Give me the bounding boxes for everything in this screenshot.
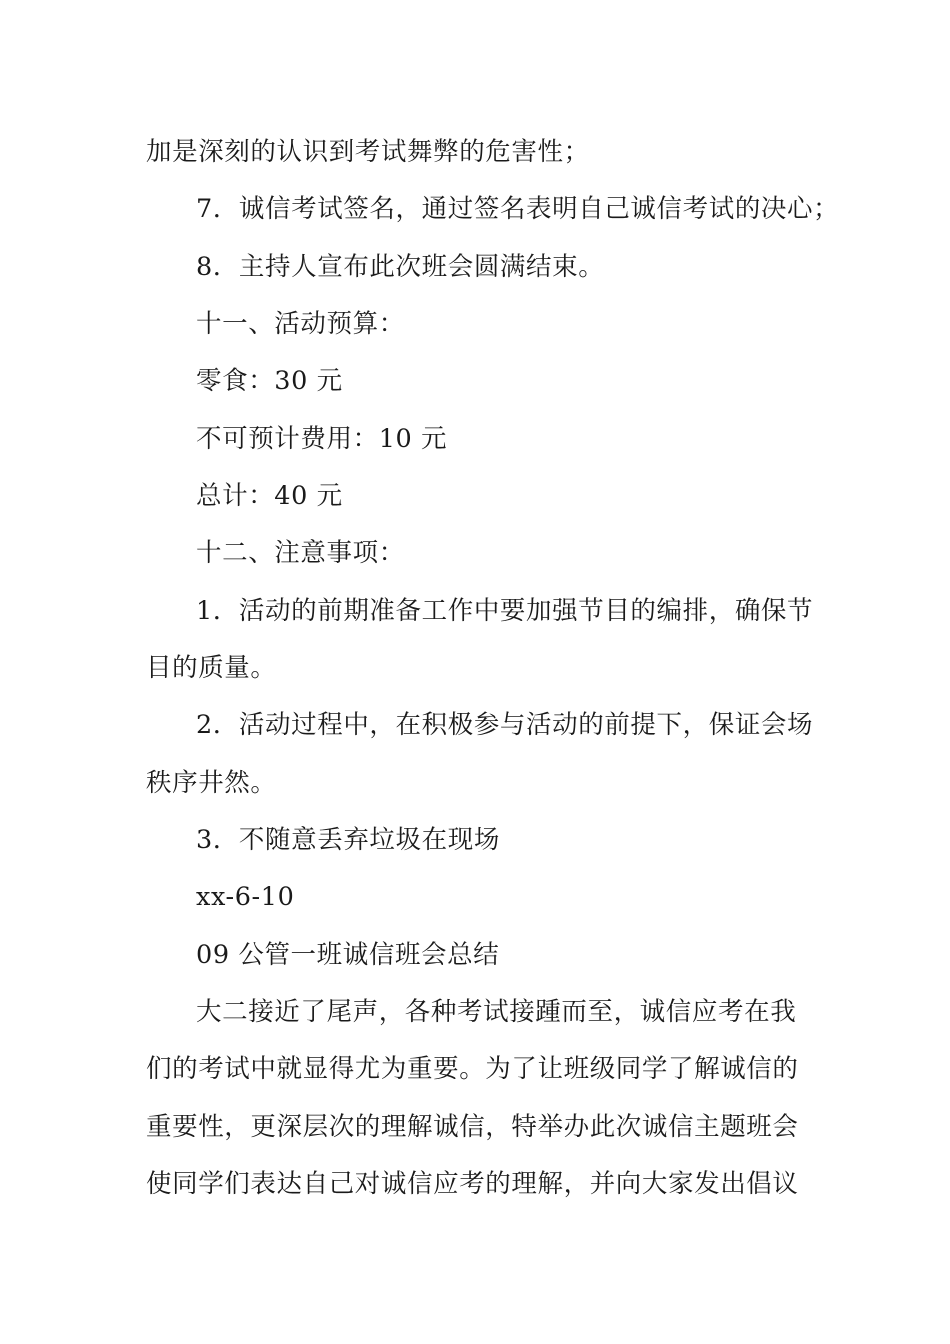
text-line: 加是深刻的认识到考试舞弊的危害性； bbox=[146, 137, 590, 167]
text-line: 目的质量。 bbox=[146, 653, 277, 683]
text-line: 8．主持人宣布此次班会圆满结束。 bbox=[196, 252, 605, 282]
text-line: 零食：30 元 bbox=[196, 366, 343, 396]
section-heading: 十一、活动预算： bbox=[196, 309, 405, 339]
text-line: 2．活动过程中，在积极参与活动的前提下，保证会场 bbox=[196, 710, 814, 740]
text-line: 1．活动的前期准备工作中要加强节目的编排，确保节 bbox=[196, 596, 814, 626]
text-line: 重要性，更深层次的理解诚信，特举办此次诚信主题班会 bbox=[146, 1112, 799, 1142]
text-line: 总计：40 元 bbox=[196, 481, 343, 511]
section-heading: 十二、注意事项： bbox=[196, 538, 405, 568]
text-line: 大二接近了尾声，各种考试接踵而至，诚信应考在我 bbox=[196, 997, 797, 1027]
text-line: 3．不随意丢弃垃圾在现场 bbox=[196, 825, 500, 855]
text-line: 7．诚信考试签名，通过签名表明自己诚信考试的决心； bbox=[196, 194, 840, 224]
text-line: 们的考试中就显得尤为重要。为了让班级同学了解诚信的 bbox=[146, 1054, 799, 1084]
date-line: xx-6-10 bbox=[196, 882, 295, 912]
summary-title: 09 公管一班诚信班会总结 bbox=[196, 940, 500, 970]
text-line: 不可预计费用：10 元 bbox=[196, 424, 448, 454]
text-line: 秩序井然。 bbox=[146, 768, 277, 798]
text-line: 使同学们表达自己对诚信应考的理解，并向大家发出倡议 bbox=[146, 1169, 799, 1199]
